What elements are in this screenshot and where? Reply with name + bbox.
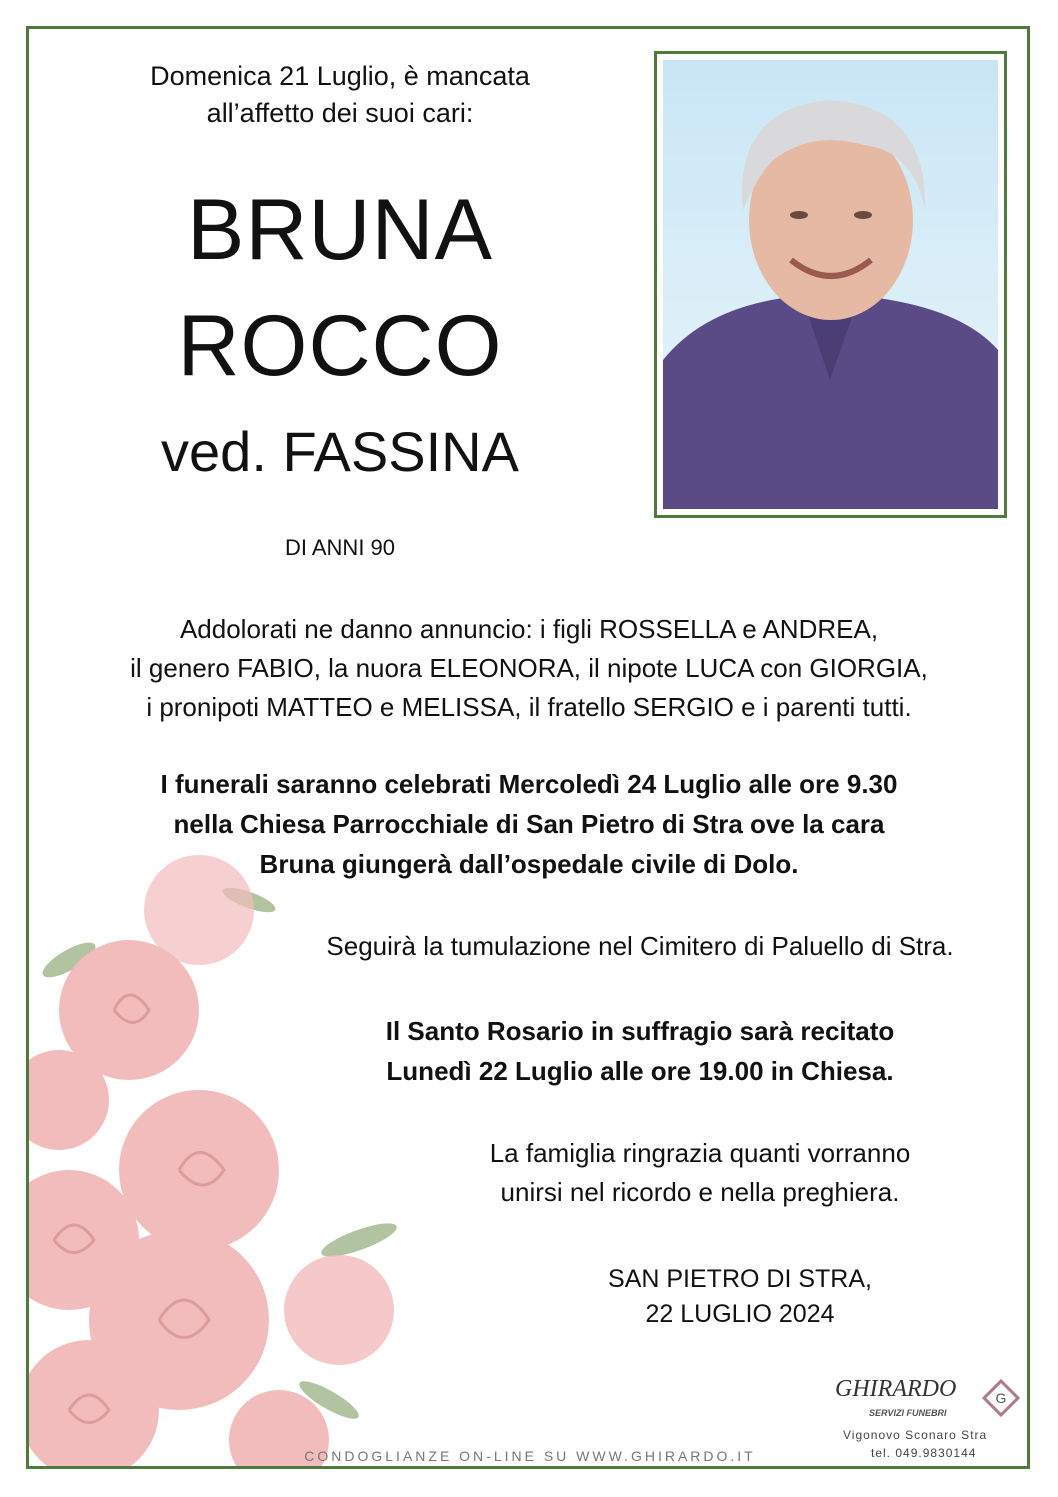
portrait-image — [663, 60, 998, 509]
family-announcement: Addolorati ne danno annuncio: i figli ROSSELLA e ANDREA, il genero FABIO, la nuora ELEONORA, il nipote LUCA con GIORGIA, i pronipoti MATTEO e MELISSA, il fratello SERGIO e i parenti tutti. — [130, 614, 928, 722]
logo-brand: GHIRARDO — [835, 1376, 957, 1402]
roses-decoration — [29, 840, 429, 1466]
deceased-first-name: BRUNA — [186, 182, 494, 278]
place-and-date: SAN PIETRO DI STRA, 22 LUGLIO 2024 — [608, 1265, 872, 1328]
burial-info: Seguirà la tumulazione nel Cimitero di Paluello di Stra. — [326, 931, 954, 961]
deceased-married-name: ved. FASSINA — [161, 420, 519, 483]
funeral-details: I funerali saranno celebrati Mercoledì 24 Luglio alle ore 9.30 nella Chiesa Parrocchiale di San Pietro di Stra ove la cara Bruna giungerà dall’ospedale civile di Dolo. — [160, 769, 898, 879]
svg-text:G: G — [995, 1390, 1007, 1406]
family-thanks: La famiglia ringrazia quanti vorranno unirsi nel ricordo e nella preghiera. — [489, 1138, 911, 1207]
rosary-info: Il Santo Rosario in suffragio sarà recitato Lunedì 22 Luglio alle ore 19.00 in Chiesa. — [385, 1016, 895, 1086]
logo-subtitle: SERVIZI FUNEBRI — [869, 1408, 947, 1418]
deceased-last-name: ROCCO — [177, 298, 503, 394]
logo-phone: tel. 049.9830144 — [871, 1446, 977, 1460]
online-condolences-footer: CONDOGLIANZE ON-LINE SU WWW.GHIRARDO.IT — [304, 1448, 756, 1464]
diamond-logo-icon — [981, 1378, 1021, 1418]
funeral-home-logo — [835, 1376, 1035, 1466]
deceased-age: DI ANNI 90 — [284, 535, 396, 560]
death-intro: Domenica 21 Luglio, è mancata all’affetto dei suoi cari: — [150, 61, 530, 128]
portrait-photo — [654, 51, 1007, 518]
logo-locations: Vigonovo Sconaro Stra — [843, 1428, 988, 1442]
